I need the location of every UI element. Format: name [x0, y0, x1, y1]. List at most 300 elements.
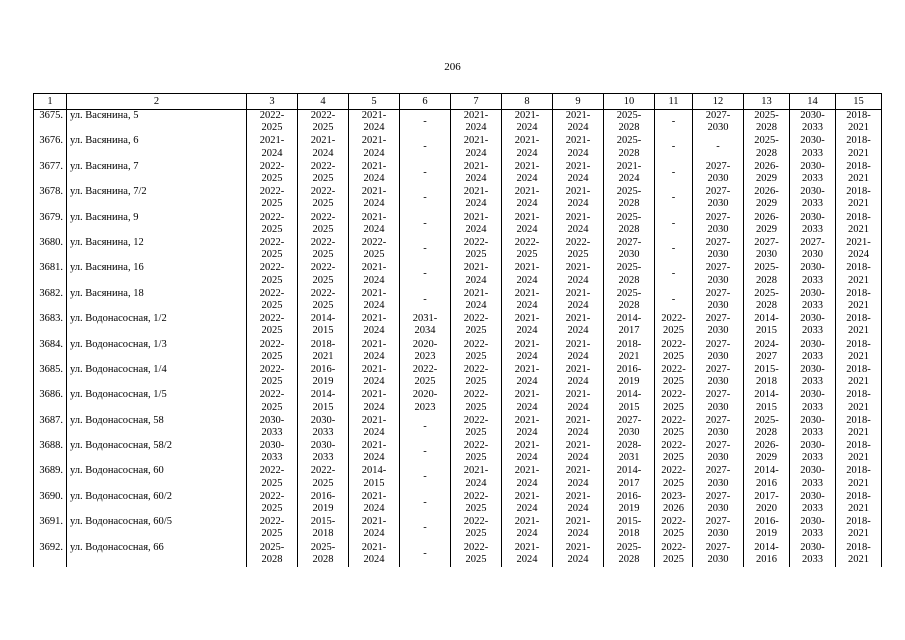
column-header: 7 — [451, 94, 502, 110]
period-cell: 2021- 2024 — [553, 135, 604, 160]
period-cell: 2017- 2020 — [744, 491, 790, 516]
period-cell: 2021- 2024 — [247, 135, 298, 160]
period-cell: - — [693, 135, 744, 160]
period-cell: 2025- 2028 — [744, 135, 790, 160]
period-cell: 2022- 2025 — [298, 161, 349, 186]
period-cell: 2021- 2024 — [836, 237, 882, 262]
period-cell: 2022- 2025 — [298, 110, 349, 136]
period-cell: 2021- 2024 — [502, 516, 553, 541]
period-cell: 2031- 2034 — [400, 313, 451, 338]
period-cell: 2025- 2028 — [604, 186, 655, 211]
period-cell: 2021- 2024 — [349, 288, 400, 313]
address-cell: ул. Водонасосная, 1/3 — [67, 339, 247, 364]
period-cell: 2021- 2024 — [553, 389, 604, 414]
period-cell: 2021- 2024 — [502, 212, 553, 237]
period-cell: 2022- 2025 — [247, 339, 298, 364]
table-row — [34, 516, 882, 541]
table-row — [34, 364, 882, 389]
period-cell: 2030- 2033 — [790, 389, 836, 414]
period-cell: 2025- 2028 — [604, 262, 655, 287]
period-cell: 2014- 2017 — [604, 465, 655, 490]
period-cell: 2030- 2033 — [790, 440, 836, 465]
address-cell: ул. Водонасосная, 58 — [67, 415, 247, 440]
address-cell: ул. Водонасосная, 1/2 — [67, 313, 247, 338]
period-cell: 2030- 2033 — [790, 288, 836, 313]
period-cell: 2018- 2021 — [836, 288, 882, 313]
period-cell: 2022- 2025 — [298, 186, 349, 211]
period-cell: - — [400, 110, 451, 136]
column-header: 6 — [400, 94, 451, 110]
period-cell: 2021- 2024 — [451, 212, 502, 237]
address-cell: ул. Васянина, 9 — [67, 212, 247, 237]
period-cell: 2027- 2030 — [693, 364, 744, 389]
period-cell: 2025- 2028 — [744, 415, 790, 440]
period-cell: - — [655, 237, 693, 262]
period-cell: 2030- 2033 — [790, 339, 836, 364]
schedule-table — [33, 93, 882, 567]
period-cell: 2022- 2025 — [655, 364, 693, 389]
period-cell: 2014- 2015 — [744, 389, 790, 414]
table-body — [34, 110, 882, 568]
period-cell: 2030- 2033 — [790, 262, 836, 287]
table-row — [34, 415, 882, 440]
period-cell: 2021- 2024 — [502, 186, 553, 211]
period-cell: - — [400, 542, 451, 567]
period-cell: 2021- 2024 — [502, 364, 553, 389]
period-cell: 2022- 2025 — [247, 237, 298, 262]
period-cell: 2027- 2030 — [693, 440, 744, 465]
period-cell: - — [400, 440, 451, 465]
period-cell: 2021- 2024 — [349, 212, 400, 237]
period-cell: 2018- 2021 — [836, 491, 882, 516]
period-cell: 2018- 2021 — [836, 415, 882, 440]
row-number: 3688. — [34, 440, 67, 465]
row-number: 3685. — [34, 364, 67, 389]
period-cell: 2026- 2029 — [744, 212, 790, 237]
period-cell: 2022- 2025 — [247, 161, 298, 186]
period-cell: 2021- 2024 — [502, 491, 553, 516]
period-cell: 2027- 2030 — [693, 237, 744, 262]
period-cell: 2014- 2015 — [744, 313, 790, 338]
period-cell: 2016- 2019 — [604, 364, 655, 389]
period-cell: 2030- 2033 — [790, 465, 836, 490]
address-cell: ул. Васянина, 16 — [67, 262, 247, 287]
period-cell: 2021- 2024 — [502, 110, 553, 136]
period-cell: 2021- 2024 — [349, 440, 400, 465]
period-cell: 2014- 2015 — [298, 389, 349, 414]
period-cell: 2022- 2025 — [298, 212, 349, 237]
period-cell: 2027- 2030 — [693, 110, 744, 136]
table-row — [34, 313, 882, 338]
period-cell: 2022- 2025 — [451, 237, 502, 262]
period-cell: 2022- 2025 — [298, 237, 349, 262]
period-cell: 2014- 2015 — [349, 465, 400, 490]
period-cell: 2030- 2033 — [790, 186, 836, 211]
period-cell: 2021- 2024 — [502, 262, 553, 287]
table-row — [34, 135, 882, 160]
period-cell: 2022- 2025 — [247, 186, 298, 211]
table-row — [34, 212, 882, 237]
period-cell: 2021- 2024 — [451, 262, 502, 287]
period-cell: 2022- 2025 — [247, 491, 298, 516]
period-cell: 2022- 2025 — [655, 313, 693, 338]
row-number: 3681. — [34, 262, 67, 287]
period-cell: 2025- 2028 — [744, 110, 790, 136]
address-cell: ул. Водонасосная, 66 — [67, 542, 247, 567]
column-header: 9 — [553, 94, 604, 110]
period-cell: 2022- 2025 — [553, 237, 604, 262]
period-cell: 2021- 2024 — [553, 542, 604, 567]
period-cell: 2018- 2021 — [836, 339, 882, 364]
period-cell: 2014- 2016 — [744, 542, 790, 567]
period-cell: 2021- 2024 — [553, 491, 604, 516]
period-cell: 2021- 2024 — [451, 186, 502, 211]
period-cell: 2018- 2021 — [836, 262, 882, 287]
table-row — [34, 389, 882, 414]
row-number: 3676. — [34, 135, 67, 160]
period-cell: 2030- 2033 — [247, 440, 298, 465]
row-number: 3684. — [34, 339, 67, 364]
period-cell: 2021- 2024 — [553, 313, 604, 338]
table-row — [34, 440, 882, 465]
period-cell: - — [400, 516, 451, 541]
period-cell: 2022- 2025 — [298, 465, 349, 490]
period-cell: 2030- 2033 — [790, 415, 836, 440]
period-cell: 2022- 2025 — [655, 516, 693, 541]
period-cell: 2030- 2033 — [298, 440, 349, 465]
period-cell: 2022- 2025 — [451, 313, 502, 338]
address-cell: ул. Водонасосная, 1/5 — [67, 389, 247, 414]
period-cell: 2021- 2024 — [502, 313, 553, 338]
row-number: 3687. — [34, 415, 67, 440]
period-cell: 2016- 2019 — [604, 491, 655, 516]
period-cell: 2030- 2033 — [298, 415, 349, 440]
period-cell: - — [655, 262, 693, 287]
column-header: 2 — [67, 94, 247, 110]
row-number: 3690. — [34, 491, 67, 516]
table-row — [34, 262, 882, 287]
period-cell: 2021- 2024 — [349, 542, 400, 567]
period-cell: 2022- 2025 — [247, 465, 298, 490]
period-cell: 2021- 2024 — [349, 313, 400, 338]
period-cell: 2021- 2024 — [451, 161, 502, 186]
address-cell: ул. Васянина, 5 — [67, 110, 247, 136]
period-cell: - — [400, 465, 451, 490]
period-cell: 2021- 2024 — [553, 364, 604, 389]
period-cell: 2025- 2028 — [247, 542, 298, 567]
address-cell: ул. Васянина, 18 — [67, 288, 247, 313]
table-header-row — [34, 94, 882, 110]
address-cell: ул. Водонасосная, 60/5 — [67, 516, 247, 541]
column-header: 12 — [693, 94, 744, 110]
period-cell: 2022- 2025 — [247, 288, 298, 313]
period-cell: 2030- 2033 — [790, 491, 836, 516]
period-cell: 2021- 2024 — [349, 339, 400, 364]
address-cell: ул. Васянина, 7 — [67, 161, 247, 186]
period-cell: 2028- 2031 — [604, 440, 655, 465]
period-cell: 2018- 2021 — [836, 389, 882, 414]
row-number: 3680. — [34, 237, 67, 262]
period-cell: 2021- 2024 — [604, 161, 655, 186]
period-cell: 2021- 2024 — [553, 161, 604, 186]
period-cell: 2025- 2028 — [744, 262, 790, 287]
period-cell: 2027- 2030 — [604, 237, 655, 262]
period-cell: 2022- 2025 — [298, 262, 349, 287]
period-cell: 2022- 2025 — [451, 364, 502, 389]
period-cell: 2022- 2025 — [655, 415, 693, 440]
period-cell: 2027- 2030 — [693, 186, 744, 211]
period-cell: 2022- 2025 — [451, 542, 502, 567]
period-cell: 2022- 2025 — [349, 237, 400, 262]
period-cell: 2021- 2024 — [502, 542, 553, 567]
period-cell: 2015- 2018 — [604, 516, 655, 541]
address-cell: ул. Васянина, 12 — [67, 237, 247, 262]
period-cell: 2021- 2024 — [349, 262, 400, 287]
period-cell: 2021- 2024 — [298, 135, 349, 160]
period-cell: - — [400, 186, 451, 211]
row-number: 3683. — [34, 313, 67, 338]
period-cell: 2022- 2025 — [655, 440, 693, 465]
period-cell: 2018- 2021 — [836, 186, 882, 211]
period-cell: 2022- 2025 — [247, 110, 298, 136]
period-cell: 2021- 2024 — [553, 212, 604, 237]
period-cell: - — [655, 212, 693, 237]
period-cell: - — [655, 161, 693, 186]
period-cell: 2027- 2030 — [693, 516, 744, 541]
period-cell: 2030- 2033 — [790, 516, 836, 541]
period-cell: 2018- 2021 — [836, 465, 882, 490]
row-number: 3682. — [34, 288, 67, 313]
period-cell: 2021- 2024 — [553, 516, 604, 541]
period-cell: 2018- 2021 — [604, 339, 655, 364]
column-header: 14 — [790, 94, 836, 110]
period-cell: 2022- 2025 — [655, 339, 693, 364]
period-cell: 2022- 2025 — [655, 389, 693, 414]
table-row — [34, 491, 882, 516]
period-cell: 2015- 2018 — [298, 516, 349, 541]
period-cell: 2022- 2025 — [247, 389, 298, 414]
table-row — [34, 237, 882, 262]
period-cell: 2021- 2024 — [349, 135, 400, 160]
period-cell: 2022- 2025 — [247, 262, 298, 287]
period-cell: 2022- 2025 — [298, 288, 349, 313]
column-header: 5 — [349, 94, 400, 110]
period-cell: - — [400, 212, 451, 237]
period-cell: 2021- 2024 — [502, 389, 553, 414]
period-cell: 2030- 2033 — [790, 364, 836, 389]
period-cell: - — [400, 161, 451, 186]
period-cell: 2022- 2025 — [451, 491, 502, 516]
period-cell: 2018- 2021 — [836, 110, 882, 136]
period-cell: - — [655, 135, 693, 160]
address-cell: ул. Васянина, 6 — [67, 135, 247, 160]
period-cell: 2021- 2024 — [349, 491, 400, 516]
column-header: 8 — [502, 94, 553, 110]
period-cell: 2021- 2024 — [502, 339, 553, 364]
row-number: 3677. — [34, 161, 67, 186]
period-cell: 2027- 2030 — [790, 237, 836, 262]
period-cell: 2027- 2030 — [693, 465, 744, 490]
row-number: 3686. — [34, 389, 67, 414]
column-header: 4 — [298, 94, 349, 110]
table-row — [34, 186, 882, 211]
address-cell: ул. Водонасосная, 60/2 — [67, 491, 247, 516]
period-cell: 2021- 2024 — [451, 288, 502, 313]
period-cell: 2022- 2025 — [247, 516, 298, 541]
period-cell: 2014- 2015 — [604, 389, 655, 414]
period-cell: 2018- 2021 — [298, 339, 349, 364]
row-number: 3689. — [34, 465, 67, 490]
period-cell: 2021- 2024 — [553, 440, 604, 465]
period-cell: 2020- 2023 — [400, 339, 451, 364]
period-cell: 2022- 2025 — [247, 313, 298, 338]
table-row — [34, 288, 882, 313]
period-cell: 2021- 2024 — [553, 415, 604, 440]
column-header: 11 — [655, 94, 693, 110]
period-cell: 2022- 2025 — [400, 364, 451, 389]
address-cell: ул. Водонасосная, 1/4 — [67, 364, 247, 389]
period-cell: 2018- 2021 — [836, 542, 882, 567]
period-cell: 2021- 2024 — [553, 288, 604, 313]
period-cell: 2014- 2017 — [604, 313, 655, 338]
column-header: 10 — [604, 94, 655, 110]
period-cell: 2030- 2033 — [790, 161, 836, 186]
period-cell: 2020- 2023 — [400, 389, 451, 414]
period-cell: 2021- 2024 — [349, 186, 400, 211]
period-cell: 2014- 2015 — [298, 313, 349, 338]
column-header: 13 — [744, 94, 790, 110]
period-cell: 2016- 2019 — [298, 491, 349, 516]
period-cell: 2018- 2021 — [836, 212, 882, 237]
period-cell: 2022- 2025 — [247, 212, 298, 237]
period-cell: 2022- 2025 — [451, 389, 502, 414]
period-cell: 2030- 2033 — [247, 415, 298, 440]
period-cell: 2026- 2029 — [744, 440, 790, 465]
row-number: 3678. — [34, 186, 67, 211]
column-header: 15 — [836, 94, 882, 110]
table-row — [34, 339, 882, 364]
period-cell: - — [655, 288, 693, 313]
period-cell: 2030- 2033 — [790, 212, 836, 237]
period-cell: 2030- 2033 — [790, 542, 836, 567]
period-cell: 2021- 2024 — [553, 339, 604, 364]
column-header: 1 — [34, 94, 67, 110]
period-cell: 2021- 2024 — [553, 186, 604, 211]
period-cell: 2022- 2025 — [502, 237, 553, 262]
period-cell: 2016- 2019 — [298, 364, 349, 389]
period-cell: 2022- 2025 — [247, 364, 298, 389]
period-cell: 2018- 2021 — [836, 135, 882, 160]
period-cell: - — [400, 288, 451, 313]
period-cell: 2027- 2030 — [693, 262, 744, 287]
period-cell: 2018- 2021 — [836, 364, 882, 389]
period-cell: 2027- 2030 — [693, 389, 744, 414]
address-cell: ул. Водонасосная, 58/2 — [67, 440, 247, 465]
period-cell: 2027- 2030 — [693, 491, 744, 516]
period-cell: - — [400, 262, 451, 287]
table-row — [34, 542, 882, 567]
period-cell: 2021- 2024 — [553, 262, 604, 287]
period-cell: 2021- 2024 — [451, 110, 502, 136]
period-cell: 2030- 2033 — [790, 313, 836, 338]
period-cell: 2025- 2028 — [604, 110, 655, 136]
table-row — [34, 161, 882, 186]
period-cell: 2022- 2025 — [451, 339, 502, 364]
column-header: 3 — [247, 94, 298, 110]
row-number: 3691. — [34, 516, 67, 541]
period-cell: 2018- 2021 — [836, 161, 882, 186]
period-cell: 2021- 2024 — [553, 110, 604, 136]
period-cell: - — [400, 135, 451, 160]
address-cell: ул. Васянина, 7/2 — [67, 186, 247, 211]
period-cell: 2027- 2030 — [693, 212, 744, 237]
period-cell: 2022- 2025 — [451, 440, 502, 465]
period-cell: 2030- 2033 — [790, 110, 836, 136]
period-cell: 2016- 2019 — [744, 516, 790, 541]
period-cell: 2025- 2028 — [298, 542, 349, 567]
period-cell: 2021- 2024 — [349, 516, 400, 541]
period-cell: 2026- 2029 — [744, 161, 790, 186]
period-cell: - — [400, 237, 451, 262]
period-cell: 2027- 2030 — [693, 339, 744, 364]
period-cell: 2030- 2033 — [790, 135, 836, 160]
period-cell: - — [655, 110, 693, 136]
period-cell: 2022- 2025 — [451, 415, 502, 440]
period-cell: 2021- 2024 — [502, 135, 553, 160]
period-cell: 2014- 2016 — [744, 465, 790, 490]
period-cell: 2027- 2030 — [693, 542, 744, 567]
period-cell: 2022- 2025 — [451, 516, 502, 541]
period-cell: 2025- 2028 — [604, 288, 655, 313]
table-row — [34, 465, 882, 490]
period-cell: 2022- 2025 — [655, 542, 693, 567]
row-number: 3679. — [34, 212, 67, 237]
period-cell: - — [400, 491, 451, 516]
period-cell: 2025- 2028 — [604, 212, 655, 237]
period-cell: 2021- 2024 — [502, 288, 553, 313]
period-cell: 2021- 2024 — [502, 161, 553, 186]
period-cell: 2018- 2021 — [836, 313, 882, 338]
period-cell: 2024- 2027 — [744, 339, 790, 364]
period-cell: 2027- 2030 — [693, 313, 744, 338]
period-cell: - — [400, 415, 451, 440]
period-cell: 2027- 2030 — [693, 288, 744, 313]
period-cell: 2022- 2025 — [655, 465, 693, 490]
period-cell: 2025- 2028 — [604, 135, 655, 160]
row-number: 3692. — [34, 542, 67, 567]
period-cell: 2021- 2024 — [502, 465, 553, 490]
period-cell: 2021- 2024 — [349, 389, 400, 414]
period-cell: 2018- 2021 — [836, 440, 882, 465]
period-cell: 2025- 2028 — [744, 288, 790, 313]
period-cell: 2018- 2021 — [836, 516, 882, 541]
page-number: 206 — [444, 61, 461, 73]
period-cell: 2021- 2024 — [451, 135, 502, 160]
period-cell: 2021- 2024 — [502, 415, 553, 440]
period-cell: 2027- 2030 — [693, 415, 744, 440]
period-cell: 2021- 2024 — [502, 440, 553, 465]
period-cell: 2021- 2024 — [553, 465, 604, 490]
period-cell: 2027- 2030 — [693, 161, 744, 186]
period-cell: - — [655, 186, 693, 211]
period-cell: 2021- 2024 — [349, 415, 400, 440]
period-cell: 2025- 2028 — [604, 542, 655, 567]
address-cell: ул. Водонасосная, 60 — [67, 465, 247, 490]
period-cell: 2015- 2018 — [744, 364, 790, 389]
period-cell: 2021- 2024 — [349, 110, 400, 136]
period-cell: 2023- 2026 — [655, 491, 693, 516]
period-cell: 2021- 2024 — [451, 465, 502, 490]
